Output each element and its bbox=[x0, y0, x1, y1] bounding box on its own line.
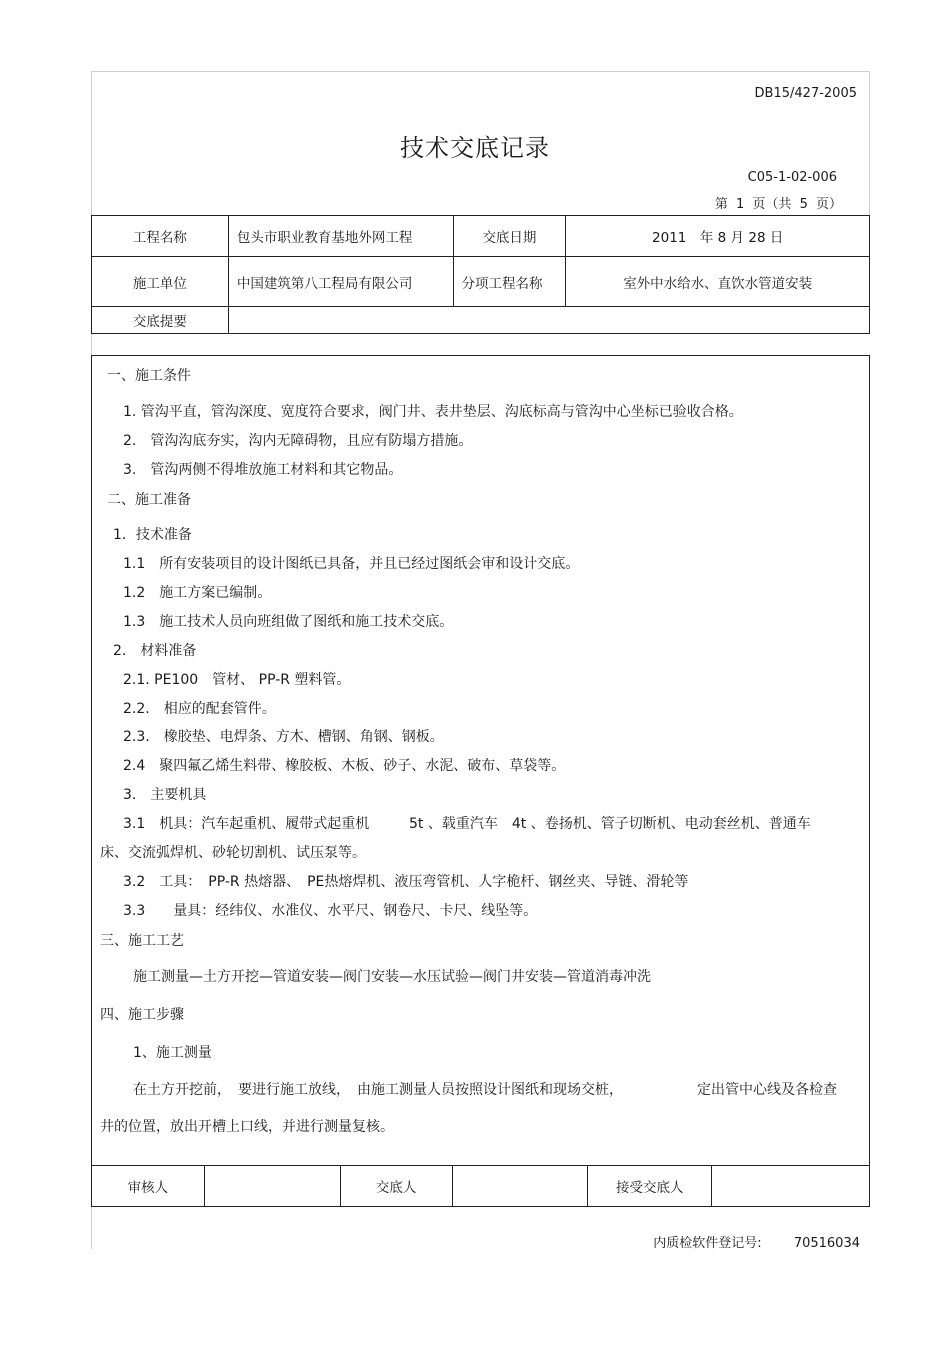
list-item: 1. 管沟平直，管沟深度、宽度符合要求，阀门井、表井垫层、沟底标高与管沟中心坐标已验收合格。 bbox=[123, 404, 743, 420]
paragraph-line: 在土方开挖前， 要进行施工放线， 由施工测量人员按照设计图纸和现场交桩， bbox=[133, 1082, 623, 1098]
section-1-title: 一、施工条件 bbox=[107, 368, 191, 384]
section-2-title: 二、施工准备 bbox=[107, 492, 191, 508]
subsection-title: 1、施工测量 bbox=[133, 1045, 212, 1061]
unit-value: 中国建筑第八工程局有限公司 bbox=[228, 257, 453, 307]
list-item: 2. 管沟沟底夯实，沟内无障碍物，且应有防塌方措施。 bbox=[123, 433, 473, 449]
list-item: 3.3 量具：经纬仪、水准仪、水平尺、钢卷尺、卡尺、线坠等。 bbox=[123, 903, 538, 919]
subsection-title: 2. 材料准备 bbox=[113, 643, 197, 659]
receiver-field[interactable] bbox=[712, 1166, 870, 1207]
paragraph-line: 井的位置，放出开槽上口线，并进行测量复核。 bbox=[100, 1119, 394, 1135]
list-item-cont: 床、交流弧焊机、砂轮切割机、试压泵等。 bbox=[100, 845, 366, 861]
date-label: 交底日期 bbox=[453, 216, 566, 257]
reviewer-label: 审核人 bbox=[92, 1166, 205, 1207]
project-name-value: 包头市职业教育基地外网工程 bbox=[228, 216, 453, 257]
standard-code: DB15/427-2005 bbox=[754, 86, 857, 101]
date-value: 2011 年 8 月 28 日 bbox=[566, 216, 870, 257]
list-item: 3. 管沟两侧不得堆放施工材料和其它物品。 bbox=[123, 462, 403, 478]
signature-table bbox=[91, 1165, 870, 1207]
subproject-value: 室外中水给水、直饮水管道安装 bbox=[566, 257, 870, 307]
page-frame-top bbox=[91, 71, 870, 72]
list-item: 1.1 所有安装项目的设计图纸已具备，并且已经过图纸会审和设计交底。 bbox=[123, 556, 580, 572]
page-prefix: 第 bbox=[714, 197, 728, 212]
discloser-label: 交底人 bbox=[340, 1166, 452, 1207]
list-item: 2.1. PE100 管材、 PP-R 塑料管。 bbox=[123, 672, 351, 688]
list-item: 1.2 施工方案已编制。 bbox=[123, 585, 272, 601]
section-4-title: 四、施工步骤 bbox=[100, 1007, 184, 1023]
unit-label: 施工单位 bbox=[92, 257, 229, 307]
page-info bbox=[713, 193, 844, 212]
list-item: 1.3 施工技术人员向班组做了图纸和施工技术交底。 bbox=[123, 614, 454, 630]
disclosure-content bbox=[91, 355, 870, 1166]
project-info-table bbox=[91, 215, 870, 334]
paragraph-line-cont: 定出管中心线及各检查 bbox=[697, 1082, 837, 1098]
list-item: 3.1 机具：汽车起重机、履带式起重机 bbox=[123, 816, 370, 832]
page-total: 5 bbox=[799, 197, 808, 212]
page-current: 1 bbox=[735, 197, 745, 212]
section-3-title: 三、施工工艺 bbox=[100, 933, 184, 949]
form-number: C05-1-02-006 bbox=[747, 170, 837, 185]
reviewer-field[interactable] bbox=[204, 1166, 340, 1207]
subsection-title: 3. 主要机具 bbox=[123, 787, 207, 803]
subsection-title: 1．技术准备 bbox=[113, 527, 192, 543]
discloser-field[interactable] bbox=[452, 1166, 588, 1207]
list-item: 2.2. 相应的配套管件。 bbox=[123, 701, 276, 717]
list-item: 2.3. 橡胶垫、电焊条、方木、槽钢、角钢、钢板。 bbox=[123, 729, 444, 745]
receiver-label: 接受交底人 bbox=[588, 1166, 712, 1207]
summary-label: 交底提要 bbox=[92, 307, 229, 334]
summary-value bbox=[228, 307, 869, 334]
subproject-label: 分项工程名称 bbox=[453, 257, 566, 307]
list-item: 3.2 工具： PP-R 热熔器、 PE热熔焊机、液压弯管机、人字桅杆、钢丝夹、导链、滑轮等 bbox=[123, 874, 689, 890]
registration-info bbox=[653, 1232, 860, 1251]
page-suffix: 页） bbox=[815, 197, 842, 212]
list-item-cont: 5t 、载重汽车 4t 、卷扬机、管子切断机、电动套丝机、普通车 bbox=[409, 816, 811, 832]
registration-label: 内质检软件登记号: bbox=[653, 1236, 762, 1251]
project-name-label: 工程名称 bbox=[92, 216, 229, 257]
document-title: 技术交底记录 bbox=[400, 134, 550, 162]
registration-number: 70516034 bbox=[793, 1236, 860, 1251]
list-item: 2.4 聚四氟乙烯生料带、橡胶板、木板、砂子、水泥、破布、草袋等。 bbox=[123, 758, 566, 774]
page-mid: 页（共 bbox=[752, 197, 792, 212]
process-flow: 施工测量—土方开挖—管道安装—阀门安装—水压试验—阀门井安装—管道消毒冲洗 bbox=[133, 969, 651, 985]
